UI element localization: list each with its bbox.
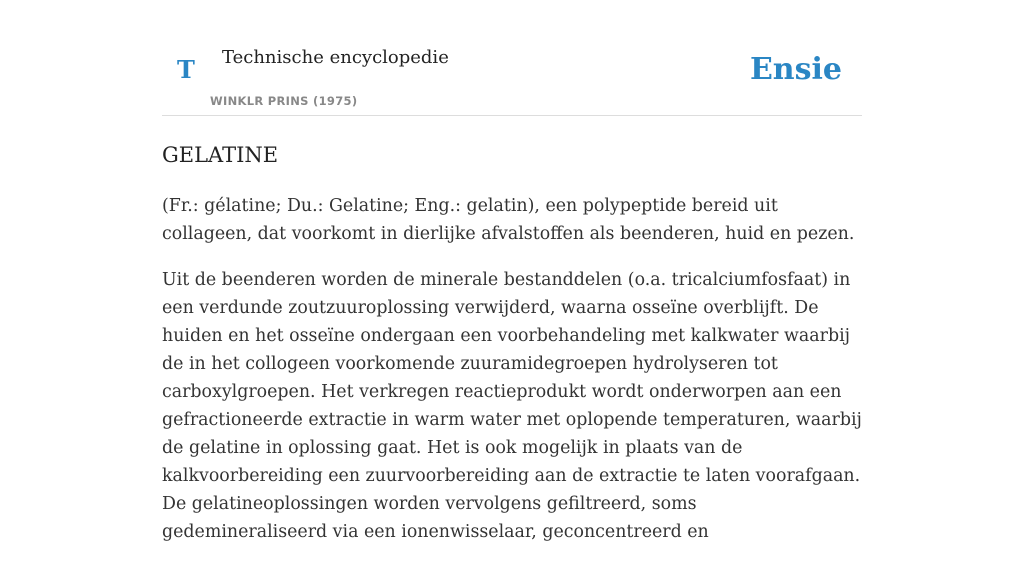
encyclopedia-source: WINKLR PRINS (1975) <box>210 94 358 108</box>
article-body <box>162 192 862 564</box>
encyclopedia-logo-icon[interactable]: T <box>177 55 195 84</box>
encyclopedia-title[interactable]: Technische encyclopedie <box>222 47 449 68</box>
ensie-brand-link[interactable]: Ensie <box>749 52 842 87</box>
article-paragraph-production: Uit de beenderen worden de minerale bestanddelen (o.a. tricalciumfosfaat) in een verdunde zoutzuuroplossing verwijderd, waarna osseïne overblijft. De huiden en het osseïne ondergaan een voorbehandeling met kalkwater waarbij de in het collogeen voorkomende zuuramidegroepen hydrolyseren tot carboxylgroepen. Het verkregen reactieprodukt wordt onderworpen aan een gefractioneerde extractie in warm water met oplopende temperaturen, waarbij de gelatine in oplossing gaat. Het is ook mogelijk in plaats van de kalkvoorbereiding een zuurvoorbereiding aan de extractie te laten voorafgaan. De gelatineoplossingen worden vervolgens gefiltreerd, soms gedemineraliseerd via een ionenwisselaar, geconcentreerd en <box>162 270 862 542</box>
header <box>162 0 862 116</box>
page <box>162 0 862 542</box>
article-title: GELATINE <box>162 143 279 167</box>
article-paragraph-intro: (Fr.: gélatine; Du.: Gelatine; Eng.: gelatin), een polypeptide bereid uit collageen, dat voorkomt in dierlijke afvalstoffen als beenderen, huid en pezen. <box>162 196 855 244</box>
